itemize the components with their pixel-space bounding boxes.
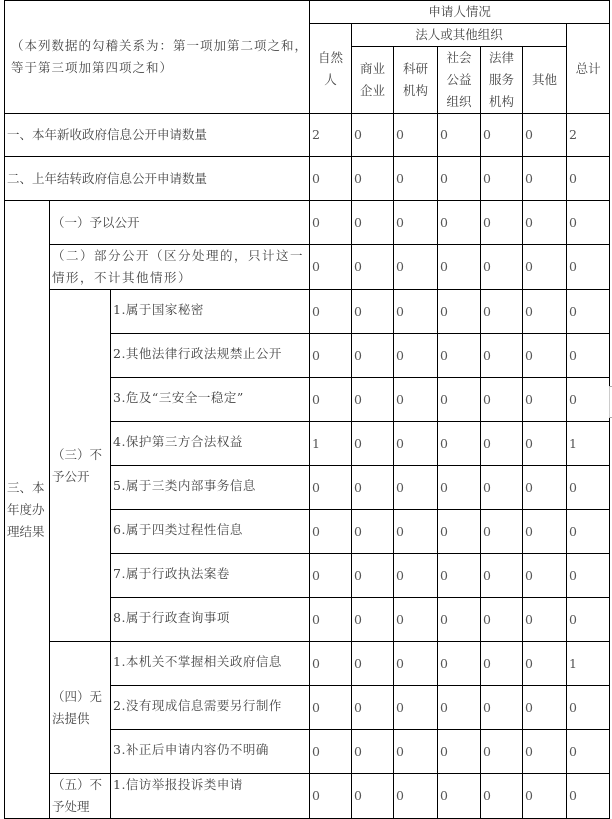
cell-value: 0 — [394, 114, 438, 157]
cell-value: 0 — [438, 642, 481, 686]
header-research-institution — [394, 47, 438, 114]
row-label: 3.危及“三安全一稳定” — [111, 378, 310, 422]
cell-value: 1 — [310, 422, 352, 466]
row-label: （二）部分公开（区分处理的，只计这一情形，不计其他情形） — [50, 245, 310, 290]
cell-value: 0 — [352, 245, 394, 290]
header-natural-person-text: 自然人 — [318, 49, 344, 87]
cell-value: 0 — [394, 245, 438, 290]
table-row — [5, 290, 610, 334]
cell-value: 0 — [438, 686, 481, 730]
cell-value: 0 — [394, 774, 438, 819]
cell-value: 0 — [481, 290, 523, 334]
cell-value: 0 — [523, 378, 567, 422]
cell-value: 1 — [567, 642, 610, 686]
cell-value: 0 — [481, 466, 523, 510]
cell-value: 0 — [352, 598, 394, 642]
cell-value: 0 — [481, 334, 523, 378]
cell-value: 0 — [523, 245, 567, 290]
cell-value: 0 — [394, 290, 438, 334]
subsection-label-not-processed — [50, 774, 111, 819]
subsection-label-unavailable-text: （四）无法提供 — [52, 688, 103, 726]
cell-value: 0 — [438, 157, 481, 201]
row-label: 2.其他法律行政法规禁止公开 — [111, 334, 310, 378]
cell-value: 0 — [352, 466, 394, 510]
header-research-institution-text: 科研机构 — [403, 61, 429, 98]
cell-value: 0 — [310, 466, 352, 510]
header-legal-service-org-text: 法律服务机构 — [489, 50, 515, 109]
cell-value: 0 — [523, 554, 567, 598]
row-label: 3.补正后申请内容仍不明确 — [111, 730, 310, 774]
cell-value: 0 — [567, 774, 610, 819]
cell-value: 0 — [481, 378, 523, 422]
cell-value: 0 — [438, 334, 481, 378]
table-row — [5, 774, 610, 819]
cell-value: 0 — [567, 554, 610, 598]
table-row — [5, 642, 610, 686]
cell-value: 0 — [567, 290, 610, 334]
cell-value: 0 — [567, 598, 610, 642]
row-label: 6.属于四类过程性信息 — [111, 510, 310, 554]
cell-value: 0 — [352, 201, 394, 245]
cell-value: 0 — [394, 554, 438, 598]
cell-value: 0 — [567, 334, 610, 378]
cell-value: 0 — [352, 686, 394, 730]
cell-value: 0 — [310, 290, 352, 334]
cell-value: 0 — [523, 157, 567, 201]
section3-label — [5, 201, 50, 819]
row-label: 2.没有现成信息需要另行制作 — [111, 686, 310, 730]
cell-value: 0 — [523, 466, 567, 510]
cell-value: 0 — [394, 686, 438, 730]
header-social-welfare-org — [438, 47, 481, 114]
cell-value: 0 — [438, 510, 481, 554]
cell-value: 0 — [523, 510, 567, 554]
row-label: 1.信访举报投诉类申请 — [111, 774, 310, 819]
section3-label-text: 三、本年度办理结果 — [7, 479, 45, 539]
cell-value: 0 — [567, 157, 610, 201]
cell-value: 0 — [438, 290, 481, 334]
cell-value: 0 — [310, 686, 352, 730]
subsection-label-withheld — [50, 290, 111, 642]
row-label: 1.本机关不掌握相关政府信息 — [111, 642, 310, 686]
cell-value: 0 — [310, 510, 352, 554]
row-label: 一、本年新收政府信息公开申请数量 — [5, 114, 310, 157]
header-legal-service-org — [481, 47, 523, 114]
cell-value: 0 — [523, 334, 567, 378]
cell-value: 0 — [481, 642, 523, 686]
row-label: 8.属于行政查询事项 — [111, 598, 310, 642]
cell-value: 0 — [481, 730, 523, 774]
gov-info-disclosure-table — [4, 0, 610, 819]
cell-value: 0 — [352, 642, 394, 686]
cell-value: 0 — [481, 157, 523, 201]
cell-value: 0 — [567, 201, 610, 245]
header-legal-or-other-orgs: 法人或其他组织 — [352, 24, 567, 47]
cell-value: 0 — [310, 201, 352, 245]
cell-value: 1 — [567, 422, 610, 466]
cell-value: 0 — [567, 510, 610, 554]
cell-value: 0 — [394, 510, 438, 554]
cell-value: 0 — [352, 157, 394, 201]
cell-value: 0 — [310, 774, 352, 819]
cell-value: 0 — [438, 730, 481, 774]
table-row — [5, 157, 610, 201]
cell-value: 0 — [394, 422, 438, 466]
cell-value: 0 — [438, 466, 481, 510]
cell-value: 0 — [523, 201, 567, 245]
cell-value: 0 — [310, 378, 352, 422]
row-label: 5.属于三类内部事务信息 — [111, 466, 310, 510]
cell-value: 0 — [481, 201, 523, 245]
cell-value: 0 — [352, 730, 394, 774]
cell-value: 0 — [394, 598, 438, 642]
cell-value: 0 — [394, 466, 438, 510]
cell-value: 0 — [481, 774, 523, 819]
cell-value: 0 — [394, 730, 438, 774]
cell-value: 2 — [310, 114, 352, 157]
header-total: 总计 — [567, 24, 610, 114]
cell-value: 0 — [481, 510, 523, 554]
cell-value: 0 — [567, 378, 610, 422]
cell-value: 0 — [567, 466, 610, 510]
cell-value: 0 — [523, 730, 567, 774]
row-label: 4.保护第三方合法权益 — [111, 422, 310, 466]
row-label: 1.属于国家秘密 — [111, 290, 310, 334]
cell-value: 0 — [481, 598, 523, 642]
cell-value: 0 — [523, 686, 567, 730]
cell-value: 0 — [567, 730, 610, 774]
cell-value: 0 — [438, 378, 481, 422]
cell-value: 0 — [438, 422, 481, 466]
cell-value: 0 — [523, 422, 567, 466]
table-row — [5, 245, 610, 290]
header-other: 其他 — [523, 47, 567, 114]
table-note: （本列数据的勾稽关系为：第一项加第二项之和，等于第三项加第四项之和） — [5, 1, 310, 114]
cell-value: 0 — [394, 378, 438, 422]
cell-value: 0 — [310, 554, 352, 598]
cell-value: 0 — [352, 114, 394, 157]
cell-value: 2 — [567, 114, 610, 157]
cell-value: 0 — [394, 334, 438, 378]
cell-value: 0 — [438, 245, 481, 290]
cell-value: 0 — [523, 642, 567, 686]
cell-value: 0 — [352, 510, 394, 554]
cell-value: 0 — [352, 378, 394, 422]
cell-value: 0 — [438, 554, 481, 598]
cell-value: 0 — [481, 554, 523, 598]
header-social-welfare-org-text: 社会公益组织 — [446, 50, 472, 109]
subsection-label-withheld-text: （三）不予公开 — [52, 446, 103, 484]
cell-value: 0 — [438, 598, 481, 642]
subsection-label-unavailable — [50, 642, 111, 774]
cell-value: 0 — [523, 598, 567, 642]
cell-value: 0 — [310, 642, 352, 686]
cell-value: 0 — [352, 554, 394, 598]
cell-value: 0 — [481, 422, 523, 466]
cell-value: 0 — [310, 598, 352, 642]
cell-value: 0 — [394, 157, 438, 201]
cell-value: 0 — [394, 201, 438, 245]
header-natural-person — [310, 24, 352, 114]
cell-value: 0 — [523, 774, 567, 819]
subsection-label-not-processed-text: （五）不予处理 — [52, 777, 103, 814]
row-label: （一）予以公开 — [50, 201, 310, 245]
cell-value: 0 — [567, 686, 610, 730]
cell-value: 0 — [394, 642, 438, 686]
header-commercial-enterprise-text: 商业企业 — [360, 61, 386, 98]
cell-value: 0 — [352, 774, 394, 819]
cell-value: 0 — [310, 334, 352, 378]
cell-value: 0 — [310, 730, 352, 774]
header-commercial-enterprise — [352, 47, 394, 114]
cell-value: 0 — [310, 157, 352, 201]
row-label: 二、上年结转政府信息公开申请数量 — [5, 157, 310, 201]
cell-value: 0 — [481, 114, 523, 157]
cell-value: 0 — [310, 245, 352, 290]
cell-value: 0 — [352, 422, 394, 466]
cell-value: 0 — [567, 245, 610, 290]
cell-value: 0 — [523, 114, 567, 157]
cell-value: 0 — [438, 774, 481, 819]
cell-value: 0 — [523, 290, 567, 334]
cell-value: 0 — [481, 245, 523, 290]
cell-value: 0 — [438, 201, 481, 245]
cell-value: 0 — [481, 686, 523, 730]
table-row — [5, 114, 610, 157]
table-row — [5, 201, 610, 245]
cell-value: 0 — [352, 334, 394, 378]
cell-value: 0 — [352, 290, 394, 334]
cell-value: 0 — [438, 114, 481, 157]
row-label: 7.属于行政执法案卷 — [111, 554, 310, 598]
header-applicant-situation: 申请人情况 — [310, 1, 610, 24]
